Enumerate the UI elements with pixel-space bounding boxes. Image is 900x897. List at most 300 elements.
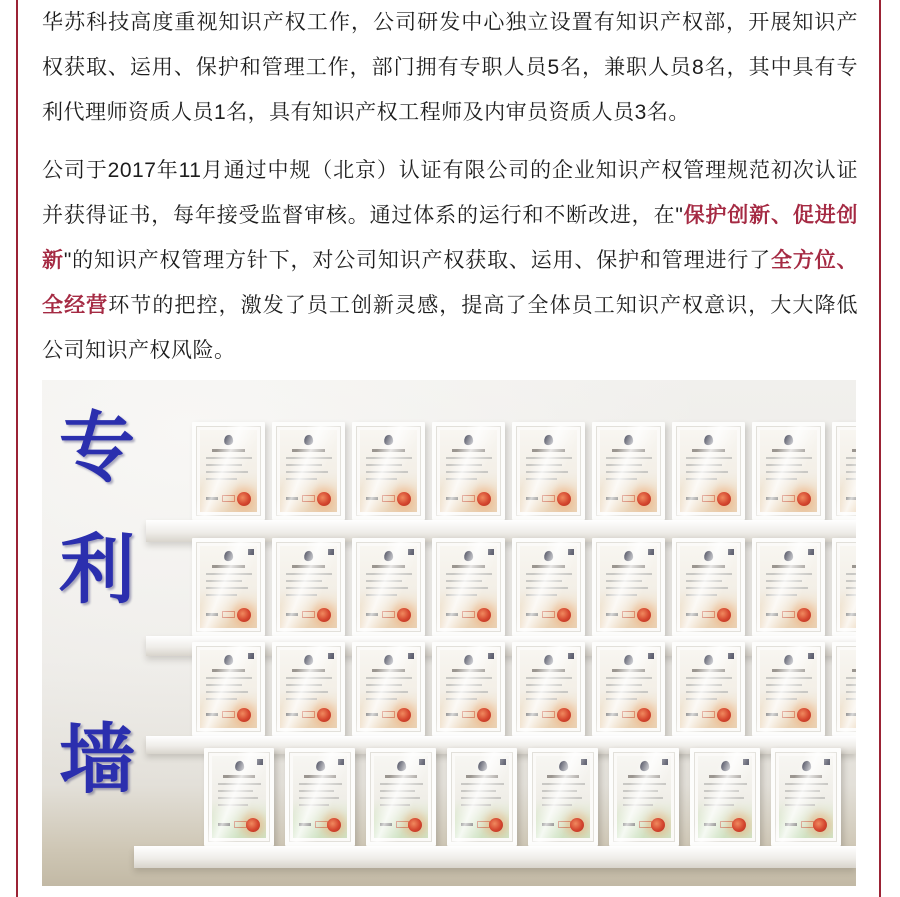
cert-red-stamp-mark — [222, 611, 235, 618]
cert-text-line — [218, 790, 253, 792]
cert-emblem-icon — [543, 550, 553, 561]
paragraph-ip-department — [42, 0, 858, 135]
cert-text-line — [526, 677, 572, 679]
certificate-frame — [512, 422, 585, 520]
cert-title-line — [612, 669, 645, 672]
cert-text-line — [286, 580, 322, 582]
cert-title-line — [223, 775, 254, 778]
cert-red-stamp-mark — [782, 611, 795, 618]
cert-title-line — [452, 565, 485, 568]
cert-signature-mark — [380, 823, 392, 826]
certificate-paper — [760, 650, 817, 728]
cert-title-line — [212, 449, 245, 452]
cert-qr-icon — [248, 653, 254, 659]
paragraph-certification — [42, 148, 858, 373]
certificate-paper — [680, 430, 737, 512]
cert-text-line — [686, 457, 732, 459]
cert-text-line — [846, 478, 856, 480]
cert-title-line — [852, 565, 856, 568]
cert-signature-mark — [206, 497, 218, 500]
cert-qr-icon — [257, 759, 263, 765]
certificate-frame — [592, 642, 665, 736]
cert-text-line — [623, 804, 653, 806]
cert-text-line — [286, 464, 322, 466]
cert-text-line — [846, 677, 856, 679]
cert-title-line — [772, 565, 805, 568]
cert-red-stamp-mark — [622, 495, 635, 502]
certificate-frame — [272, 422, 345, 520]
cert-red-stamp-mark — [302, 711, 315, 718]
cert-text-line — [206, 478, 237, 480]
cert-emblem-icon — [703, 550, 713, 561]
cert-text-line — [606, 478, 637, 480]
cert-signature-mark — [704, 823, 716, 826]
left-page-border — [16, 0, 18, 897]
cert-text-line — [686, 478, 717, 480]
cert-seal-icon — [237, 492, 251, 506]
cert-text-line — [286, 573, 332, 575]
certificate-paper — [760, 546, 817, 628]
cert-text-line — [366, 677, 412, 679]
cert-text-line — [846, 684, 856, 686]
wall-calligraphy-char-li: 利 — [59, 525, 135, 614]
cert-title-line — [709, 775, 740, 778]
cert-red-stamp-mark — [782, 711, 795, 718]
cert-emblem-icon — [783, 654, 793, 665]
cert-text-line — [686, 464, 722, 466]
cert-text-line — [366, 478, 397, 480]
cert-red-stamp-mark — [462, 495, 475, 502]
cert-qr-icon — [808, 549, 814, 555]
cert-signature-mark — [766, 613, 778, 616]
cert-text-line — [446, 573, 492, 575]
certificate-paper — [779, 756, 833, 838]
cert-text-line — [286, 677, 332, 679]
cert-text-line — [704, 804, 734, 806]
cert-seal-icon — [651, 818, 665, 832]
certificate-paper — [520, 430, 577, 512]
certificate-frame — [752, 538, 825, 636]
cert-text-line — [446, 691, 488, 693]
cert-signature-mark — [206, 613, 218, 616]
certificate-paper — [200, 650, 257, 728]
cert-title-line — [452, 669, 485, 672]
certificate-paper — [520, 650, 577, 728]
certificate-frame — [832, 422, 856, 520]
cert-text-line — [766, 594, 797, 596]
wall-calligraphy-char-zhuan: 专 — [59, 403, 135, 492]
certificate-paper — [280, 546, 337, 628]
paragraph-segment: 环节的把控，激发了员工创新灵感，提高了全体员工知识产权意识，大大降低公司知识产权风险。 — [42, 294, 859, 362]
cert-seal-icon — [397, 708, 411, 722]
certificate-frame — [672, 538, 745, 636]
cert-text-line — [461, 804, 491, 806]
cert-text-line — [686, 698, 717, 700]
cert-text-line — [218, 797, 258, 799]
cert-signature-mark — [446, 497, 458, 500]
certificate-row — [192, 538, 856, 636]
cert-text-line — [846, 698, 856, 700]
cert-text-line — [846, 464, 856, 466]
certificate-frame — [832, 642, 856, 736]
cert-text-line — [686, 594, 717, 596]
cert-text-line — [606, 677, 652, 679]
certificate-frame — [204, 748, 274, 846]
cert-title-line — [772, 449, 805, 452]
cert-seal-icon — [637, 708, 651, 722]
cert-seal-icon — [797, 608, 811, 622]
cert-title-line — [628, 775, 659, 778]
cert-text-line — [446, 677, 492, 679]
cert-text-line — [299, 790, 334, 792]
cert-text-line — [606, 684, 642, 686]
certificate-paper — [840, 430, 856, 512]
cert-text-line — [286, 471, 328, 473]
cert-title-line — [304, 775, 335, 778]
cert-emblem-icon — [783, 434, 793, 445]
cert-seal-icon — [717, 608, 731, 622]
cert-seal-icon — [717, 708, 731, 722]
cert-signature-mark — [526, 713, 538, 716]
cert-text-line — [446, 464, 482, 466]
cert-text-line — [526, 471, 568, 473]
certificate-frame — [528, 748, 598, 846]
cert-title-line — [790, 775, 821, 778]
cert-text-line — [766, 698, 797, 700]
cert-title-line — [547, 775, 578, 778]
cert-emblem-icon — [463, 434, 473, 445]
cert-text-line — [766, 478, 797, 480]
cert-text-line — [446, 684, 482, 686]
certificate-frame — [192, 642, 265, 736]
cert-signature-mark — [366, 497, 378, 500]
certificate-frame — [352, 422, 425, 520]
cert-text-line — [206, 471, 248, 473]
cert-seal-icon — [717, 492, 731, 506]
cert-text-line — [366, 457, 412, 459]
cert-text-line — [542, 790, 577, 792]
certificate-frame — [672, 422, 745, 520]
cert-emblem-icon — [223, 654, 233, 665]
cert-text-line — [766, 457, 812, 459]
cert-text-line — [704, 797, 744, 799]
certificate-paper — [440, 546, 497, 628]
certificate-row — [192, 642, 856, 736]
cert-title-line — [292, 449, 325, 452]
cert-red-stamp-mark — [302, 495, 315, 502]
certificate-frame — [592, 538, 665, 636]
cert-signature-mark — [606, 613, 618, 616]
wall-calligraphy-char-qiang: 墙 — [59, 715, 135, 804]
cert-signature-mark — [606, 497, 618, 500]
cert-qr-icon — [743, 759, 749, 765]
cert-text-line — [286, 698, 317, 700]
patent-wall-photo[interactable] — [42, 380, 856, 886]
cert-qr-icon — [248, 549, 254, 555]
cert-signature-mark — [446, 613, 458, 616]
cert-emblem-icon — [558, 760, 568, 771]
cert-text-line — [206, 684, 242, 686]
cert-red-stamp-mark — [782, 495, 795, 502]
cert-seal-icon — [557, 492, 571, 506]
cert-signature-mark — [286, 497, 298, 500]
cert-qr-icon — [728, 653, 734, 659]
cert-signature-mark — [766, 497, 778, 500]
cert-signature-mark — [218, 823, 230, 826]
cert-qr-icon — [648, 549, 654, 555]
cert-signature-mark — [526, 613, 538, 616]
cert-seal-icon — [813, 818, 827, 832]
cert-text-line — [206, 573, 252, 575]
cert-title-line — [852, 669, 856, 672]
cert-text-line — [785, 804, 815, 806]
certificate-paper — [440, 430, 497, 512]
cert-seal-icon — [237, 708, 251, 722]
cert-text-line — [206, 677, 252, 679]
certificate-paper — [840, 546, 856, 628]
cert-emblem-icon — [783, 550, 793, 561]
cert-text-line — [686, 684, 722, 686]
cert-signature-mark — [686, 713, 698, 716]
certificate-frame — [432, 642, 505, 736]
cert-signature-mark — [366, 713, 378, 716]
cert-signature-mark — [846, 497, 856, 500]
cert-title-line — [466, 775, 497, 778]
cert-text-line — [846, 580, 856, 582]
cert-title-line — [292, 565, 325, 568]
right-page-border — [879, 0, 881, 897]
certificate-paper — [600, 546, 657, 628]
cert-title-line — [212, 669, 245, 672]
cert-text-line — [526, 698, 557, 700]
cert-emblem-icon — [703, 434, 713, 445]
cert-title-line — [532, 449, 565, 452]
certificate-row — [192, 422, 856, 520]
cert-red-stamp-mark — [542, 711, 555, 718]
cert-text-line — [526, 573, 572, 575]
cert-qr-icon — [488, 549, 494, 555]
cert-title-line — [372, 565, 405, 568]
cert-seal-icon — [570, 818, 584, 832]
cert-seal-icon — [246, 818, 260, 832]
cert-text-line — [526, 594, 557, 596]
cert-seal-icon — [327, 818, 341, 832]
cert-title-line — [692, 565, 725, 568]
cert-text-line — [446, 457, 492, 459]
cert-text-line — [766, 580, 802, 582]
certificate-frame — [672, 642, 745, 736]
cert-text-line — [526, 587, 568, 589]
cert-red-stamp-mark — [462, 711, 475, 718]
cert-text-line — [606, 691, 648, 693]
cert-text-line — [606, 471, 648, 473]
cert-seal-icon — [477, 492, 491, 506]
highlight-policy-text: 保护创新、促进创新 — [42, 204, 859, 272]
cert-seal-icon — [408, 818, 422, 832]
cert-signature-mark — [846, 613, 856, 616]
paragraph-segment: 公司于2017年11月通过中规（北京）认证有限公司的企业知识产权管理规范初次认证并获得证书，每年接受监督审核。通过体系的运行和不断改进，在" — [42, 159, 858, 227]
cert-qr-icon — [648, 653, 654, 659]
cert-emblem-icon — [720, 760, 730, 771]
cert-title-line — [532, 565, 565, 568]
cert-text-line — [380, 797, 420, 799]
cert-text-line — [206, 691, 248, 693]
cert-signature-mark — [686, 497, 698, 500]
cert-signature-mark — [286, 713, 298, 716]
cert-text-line — [846, 691, 856, 693]
cert-text-line — [766, 677, 812, 679]
certificate-frame — [432, 422, 505, 520]
highlight-scope-text: 全方位、全经营 — [42, 249, 859, 317]
cert-text-line — [366, 691, 408, 693]
cert-seal-icon — [237, 608, 251, 622]
cert-text-line — [686, 677, 732, 679]
cert-emblem-icon — [383, 654, 393, 665]
certificate-paper — [280, 650, 337, 728]
cert-text-line — [766, 573, 812, 575]
cert-title-line — [385, 775, 416, 778]
cert-emblem-icon — [383, 550, 393, 561]
cert-title-line — [692, 449, 725, 452]
cert-red-stamp-mark — [302, 611, 315, 618]
cert-text-line — [526, 580, 562, 582]
certificate-frame — [272, 538, 345, 636]
cert-text-line — [846, 587, 856, 589]
certificate-paper — [680, 546, 737, 628]
cert-red-stamp-mark — [222, 711, 235, 718]
cert-text-line — [846, 594, 856, 596]
cert-text-line — [542, 797, 582, 799]
cert-red-stamp-mark — [622, 611, 635, 618]
certificate-frame — [352, 642, 425, 736]
article-content — [42, 0, 858, 886]
cert-text-line — [299, 797, 339, 799]
cert-text-line — [766, 684, 802, 686]
cert-emblem-icon — [801, 760, 811, 771]
cert-emblem-icon — [543, 434, 553, 445]
cert-red-stamp-mark — [542, 611, 555, 618]
cert-text-line — [704, 790, 739, 792]
cert-text-line — [606, 594, 637, 596]
cert-text-line — [218, 783, 261, 785]
cert-seal-icon — [397, 492, 411, 506]
certificate-frame — [447, 748, 517, 846]
certificate-paper — [698, 756, 752, 838]
cert-text-line — [299, 783, 342, 785]
cert-signature-mark — [446, 713, 458, 716]
certificate-frame — [366, 748, 436, 846]
cert-text-line — [366, 698, 397, 700]
certificate-paper — [200, 430, 257, 512]
cert-text-line — [606, 464, 642, 466]
cert-text-line — [686, 691, 728, 693]
certificate-frame — [832, 538, 856, 636]
cert-qr-icon — [500, 759, 506, 765]
cert-red-stamp-mark — [462, 611, 475, 618]
cert-text-line — [623, 790, 658, 792]
cert-emblem-icon — [703, 654, 713, 665]
cert-qr-icon — [568, 549, 574, 555]
cert-text-line — [606, 698, 637, 700]
cert-signature-mark — [526, 497, 538, 500]
cert-text-line — [461, 797, 501, 799]
cert-text-line — [366, 573, 412, 575]
cert-text-line — [606, 573, 652, 575]
cert-title-line — [532, 669, 565, 672]
cert-red-stamp-mark — [382, 495, 395, 502]
certificate-paper — [520, 546, 577, 628]
cert-qr-icon — [408, 549, 414, 555]
certificate-paper — [600, 650, 657, 728]
cert-emblem-icon — [383, 434, 393, 445]
cert-qr-icon — [488, 653, 494, 659]
certificate-frame — [192, 422, 265, 520]
certificate-paper — [600, 430, 657, 512]
cert-text-line — [286, 684, 322, 686]
cert-text-line — [206, 594, 237, 596]
cert-text-line — [606, 587, 648, 589]
cert-text-line — [846, 573, 856, 575]
cert-emblem-icon — [234, 760, 244, 771]
cert-signature-mark — [785, 823, 797, 826]
cert-emblem-icon — [463, 654, 473, 665]
cert-emblem-icon — [543, 654, 553, 665]
certificate-paper — [280, 430, 337, 512]
certificate-frame — [690, 748, 760, 846]
cert-text-line — [446, 471, 488, 473]
cert-seal-icon — [317, 608, 331, 622]
cert-text-line — [766, 691, 808, 693]
paragraph-text: 华苏科技高度重视知识产权工作，公司研发中心独立设置有知识产权部，开展知识产权获取、运用、保护和管理工作，部门拥有专职人员5名，兼职人员8名，其中具有专利代理师资质人员1名，具有知识产权工程师及内审员资质人员3名。 — [42, 11, 858, 124]
cert-text-line — [366, 684, 402, 686]
cert-signature-mark — [623, 823, 635, 826]
cert-signature-mark — [766, 713, 778, 716]
cert-qr-icon — [408, 653, 414, 659]
cert-text-line — [542, 804, 572, 806]
cert-text-line — [299, 804, 329, 806]
cert-qr-icon — [419, 759, 425, 765]
cert-qr-icon — [808, 653, 814, 659]
cert-text-line — [366, 594, 397, 596]
certificate-paper — [455, 756, 509, 838]
cert-signature-mark — [366, 613, 378, 616]
certificate-paper — [536, 756, 590, 838]
cert-text-line — [686, 580, 722, 582]
cert-text-line — [686, 573, 732, 575]
cert-qr-icon — [328, 653, 334, 659]
cert-title-line — [372, 669, 405, 672]
cert-title-line — [852, 449, 856, 452]
cert-text-line — [623, 783, 666, 785]
cert-text-line — [286, 691, 328, 693]
cert-seal-icon — [317, 492, 331, 506]
certificate-paper — [360, 430, 417, 512]
certificate-paper — [374, 756, 428, 838]
cert-text-line — [526, 691, 568, 693]
cert-text-line — [286, 587, 328, 589]
certificate-frame — [512, 538, 585, 636]
cert-seal-icon — [797, 708, 811, 722]
cert-text-line — [846, 457, 856, 459]
cert-emblem-icon — [223, 550, 233, 561]
cert-red-stamp-mark — [382, 711, 395, 718]
certificate-frame — [512, 642, 585, 736]
cert-text-line — [461, 783, 504, 785]
cert-seal-icon — [557, 608, 571, 622]
certificate-frame — [272, 642, 345, 736]
cert-text-line — [218, 804, 248, 806]
cert-text-line — [206, 698, 237, 700]
